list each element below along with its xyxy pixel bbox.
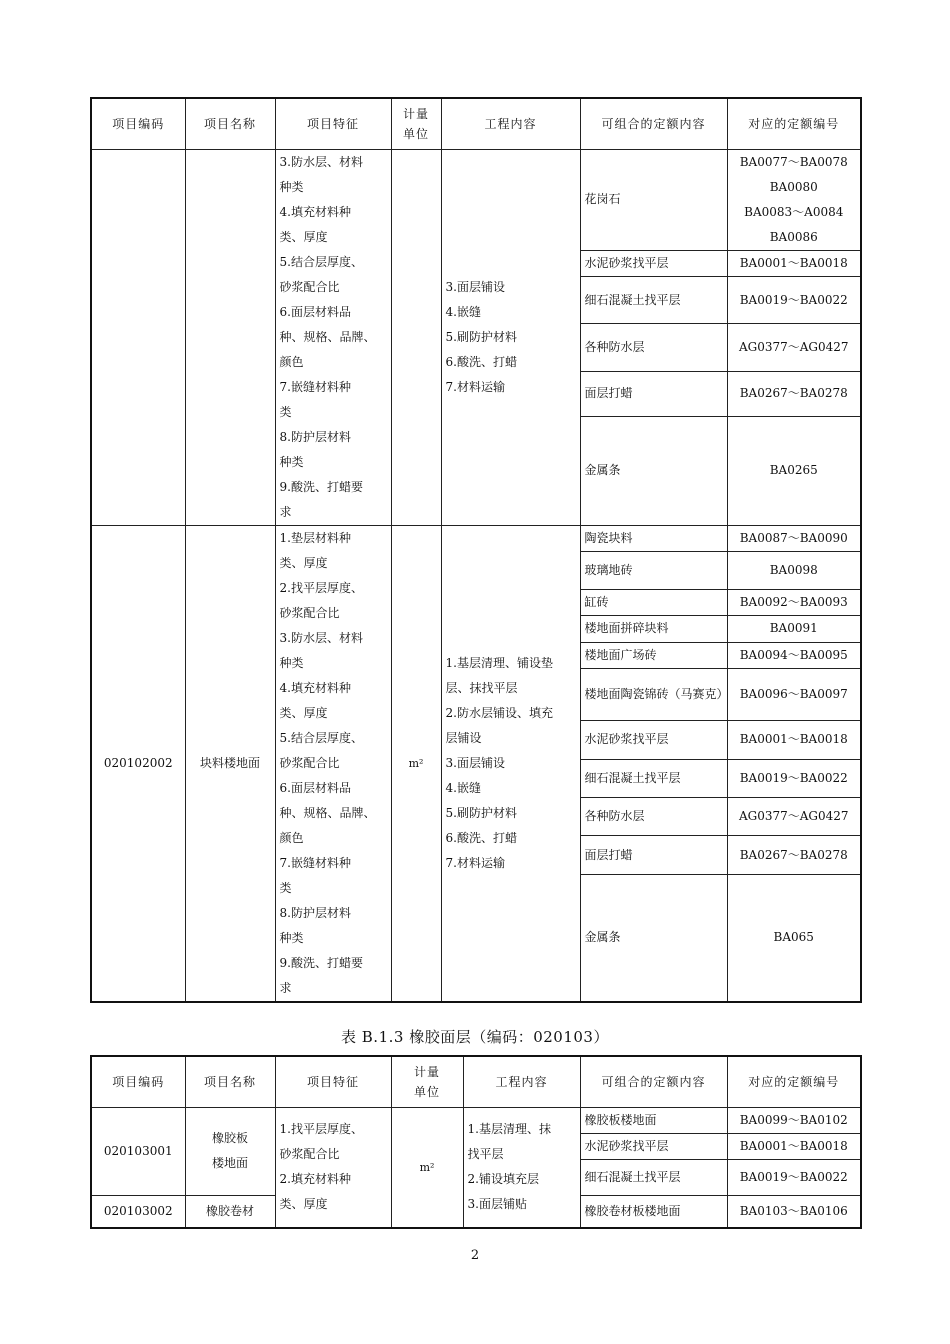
header-item-feature: 项目特征 — [275, 1056, 391, 1107]
quota-code-line: BA0077～BA0078 — [739, 154, 848, 169]
feature-line: 类 — [279, 880, 292, 895]
feature-line: 类、厚度 — [279, 229, 328, 244]
feature-line: 砂浆配合比 — [279, 605, 340, 620]
table-row — [91, 149, 861, 251]
work-content-cell — [441, 525, 580, 1002]
quota-content: 金属条 — [580, 874, 727, 1001]
quota-code: BA0001～BA0018 — [727, 1133, 861, 1159]
quota-content: 细石混凝土找平层 — [580, 277, 727, 324]
feature-line: 2.找平层厚度、 — [279, 580, 363, 595]
header-item-name: 项目名称 — [185, 1056, 275, 1107]
feature-line: 颜色 — [279, 830, 304, 845]
quota-content: 楼地面拼碎块料 — [580, 616, 727, 642]
feature-line: 砂浆配合比 — [279, 1147, 340, 1162]
quota-content: 水泥砂浆找平层 — [580, 1133, 727, 1159]
quota-content: 各种防水层 — [580, 324, 727, 371]
feature-line: 1.找平层厚度、 — [279, 1122, 363, 1137]
feature-line: 4.填充材料种 — [279, 204, 351, 219]
quota-content: 花岗石 — [580, 149, 727, 251]
feature-line: 种、规格、品牌、 — [279, 329, 376, 344]
feature-line: 5.结合层厚度、 — [279, 730, 363, 745]
work-line: 6.酸洗、打蜡 — [445, 354, 517, 369]
quota-code-line: BA0080 — [769, 179, 818, 194]
quota-code-line: BA0086 — [769, 229, 818, 244]
work-line: 2.铺设填充层 — [467, 1172, 539, 1187]
work-line: 5.刷防护材料 — [445, 329, 517, 344]
feature-line: 9.酸洗、打蜡要 — [279, 479, 363, 494]
header-unit-line2: 单位 — [402, 126, 429, 141]
feature-line: 求 — [279, 980, 292, 995]
quota-code: BA0019～BA0022 — [727, 1159, 861, 1195]
work-line: 1.基层清理、抹 — [467, 1122, 551, 1137]
feature-cell — [275, 1107, 391, 1228]
quota-content: 金属条 — [580, 416, 727, 525]
work-content-cell — [463, 1107, 580, 1228]
quota-content: 水泥砂浆找平层 — [580, 721, 727, 759]
header-item-feature: 项目特征 — [275, 98, 391, 149]
feature-line: 5.结合层厚度、 — [279, 254, 363, 269]
feature-cell — [275, 149, 391, 525]
header-item-code: 项目编码 — [91, 98, 185, 149]
work-line: 4.嵌缝 — [445, 780, 481, 795]
feature-line: 类 — [279, 404, 292, 419]
table-row — [91, 1107, 861, 1133]
quota-code-line: BA0083～A0084 — [744, 204, 844, 219]
feature-line: 8.防护层材料 — [279, 905, 351, 920]
quota-code: BA065 — [727, 874, 861, 1001]
quota-code: BA0091 — [727, 616, 861, 642]
header-unit-line2: 单位 — [413, 1084, 440, 1099]
header-work-content: 工程内容 — [463, 1056, 580, 1107]
work-line: 3.面层铺贴 — [467, 1197, 527, 1212]
feature-line: 种、规格、品牌、 — [279, 805, 376, 820]
quota-content: 各种防水层 — [580, 798, 727, 836]
feature-line: 种类 — [279, 655, 304, 670]
unit: m² — [391, 1107, 463, 1228]
quota-code: BA0001～BA0018 — [727, 251, 861, 277]
header-item-code: 项目编码 — [91, 1056, 185, 1107]
feature-line: 类、厚度 — [279, 705, 328, 720]
work-line: 层铺设 — [445, 730, 482, 745]
feature-cell — [275, 525, 391, 1002]
feature-line: 类、厚度 — [279, 1197, 328, 1212]
header-quota-code: 对应的定额编号 — [727, 98, 861, 149]
item-code: 020103001 — [91, 1107, 185, 1195]
quota-content: 楼地面陶瓷锦砖（马赛克） — [580, 668, 727, 720]
quota-content: 橡胶卷材板楼地面 — [580, 1195, 727, 1228]
quota-code: BA0265 — [727, 416, 861, 525]
header-work-content: 工程内容 — [441, 98, 580, 149]
quota-code: BA0094～BA0095 — [727, 642, 861, 668]
header-unit-line1: 计量 — [402, 106, 429, 121]
table-block-b12 — [90, 97, 862, 1003]
quota-code: AG0377～AG0427 — [727, 324, 861, 371]
quota-content: 橡胶板楼地面 — [580, 1107, 727, 1133]
quota-code: BA0098 — [727, 551, 861, 589]
quota-code: BA0001～BA0018 — [727, 721, 861, 759]
feature-line: 求 — [279, 504, 292, 519]
quota-code: BA0092～BA0093 — [727, 590, 861, 616]
quota-content: 细石混凝土找平层 — [580, 759, 727, 797]
feature-line: 砂浆配合比 — [279, 755, 340, 770]
work-line: 2.防水层铺设、填充 — [445, 705, 553, 720]
feature-line: 种类 — [279, 179, 304, 194]
feature-line: 3.防水层、材料 — [279, 154, 363, 169]
table-title: 表 B.1.3 橡胶面层（编码：020103） — [341, 1028, 609, 1046]
feature-line: 砂浆配合比 — [279, 279, 340, 294]
feature-line: 3.防水层、材料 — [279, 630, 363, 645]
quota-code: BA0087～BA0090 — [727, 525, 861, 551]
work-line: 7.材料运输 — [445, 379, 505, 394]
feature-line: 种类 — [279, 930, 304, 945]
quota-code — [727, 149, 861, 251]
item-name-line: 楼地面 — [211, 1156, 248, 1170]
feature-line: 7.嵌缝材料种 — [279, 379, 351, 394]
item-name: 块料楼地面 — [185, 525, 275, 1002]
header-unit-line1: 计量 — [413, 1064, 440, 1079]
header-item-name: 项目名称 — [185, 98, 275, 149]
work-line: 1.基层清理、铺设垫 — [445, 655, 553, 670]
header-row — [91, 98, 861, 149]
item-name-line: 橡胶板 — [211, 1131, 248, 1145]
quota-content: 缸砖 — [580, 590, 727, 616]
quota-code: BA0103～BA0106 — [727, 1195, 861, 1228]
work-line: 层、抹找平层 — [445, 680, 518, 695]
quota-content: 陶瓷块料 — [580, 525, 727, 551]
feature-line: 颜色 — [279, 354, 304, 369]
header-quota-content: 可组合的定额内容 — [580, 1056, 727, 1107]
table-b13-rubber-surface — [90, 1055, 862, 1229]
quota-code: BA0099～BA0102 — [727, 1107, 861, 1133]
feature-line: 6.面层材料品 — [279, 304, 351, 319]
quota-code: AG0377～AG0427 — [727, 798, 861, 836]
item-name — [185, 1107, 275, 1195]
quota-code: BA0019～BA0022 — [727, 277, 861, 324]
table-row — [91, 525, 861, 551]
work-line: 7.材料运输 — [445, 855, 505, 870]
header-quota-code: 对应的定额编号 — [727, 1056, 861, 1107]
item-name-cell — [185, 149, 275, 525]
unit-cell — [391, 149, 441, 525]
quota-content: 楼地面广场砖 — [580, 642, 727, 668]
work-content-cell — [441, 149, 580, 525]
quota-content: 水泥砂浆找平层 — [580, 251, 727, 277]
quota-code: BA0267～BA0278 — [727, 836, 861, 874]
feature-line: 7.嵌缝材料种 — [279, 855, 351, 870]
work-line: 3.面层铺设 — [445, 279, 505, 294]
feature-line: 8.防护层材料 — [279, 429, 351, 444]
header-row — [91, 1056, 861, 1107]
item-code: 020103002 — [91, 1195, 185, 1228]
feature-line: 1.垫层材料种 — [279, 530, 351, 545]
work-line: 6.酸洗、打蜡 — [445, 830, 517, 845]
feature-line: 种类 — [279, 454, 304, 469]
item-code-cell — [91, 149, 185, 525]
page-number: 2 — [470, 1248, 480, 1263]
header-unit — [391, 1056, 463, 1107]
quota-content: 面层打蜡 — [580, 836, 727, 874]
item-code: 020102002 — [91, 525, 185, 1002]
item-name: 橡胶卷材 — [185, 1195, 275, 1228]
work-line: 找平层 — [467, 1147, 504, 1162]
feature-line: 6.面层材料品 — [279, 780, 351, 795]
header-quota-content: 可组合的定额内容 — [580, 98, 727, 149]
quota-content: 玻璃地砖 — [580, 551, 727, 589]
feature-line: 4.填充材料种 — [279, 680, 351, 695]
quota-code: BA0096～BA0097 — [727, 668, 861, 720]
feature-line: 2.填充材料种 — [279, 1172, 351, 1187]
header-unit — [391, 98, 441, 149]
quota-content: 细石混凝土找平层 — [580, 1159, 727, 1195]
feature-line: 9.酸洗、打蜡要 — [279, 955, 363, 970]
work-line: 3.面层铺设 — [445, 755, 505, 770]
quota-code: BA0019～BA0022 — [727, 759, 861, 797]
quota-content: 面层打蜡 — [580, 371, 727, 416]
unit: m² — [391, 525, 441, 1002]
work-line: 4.嵌缝 — [445, 304, 481, 319]
feature-line: 类、厚度 — [279, 555, 328, 570]
quota-code: BA0267～BA0278 — [727, 371, 861, 416]
work-line: 5.刷防护材料 — [445, 805, 517, 820]
